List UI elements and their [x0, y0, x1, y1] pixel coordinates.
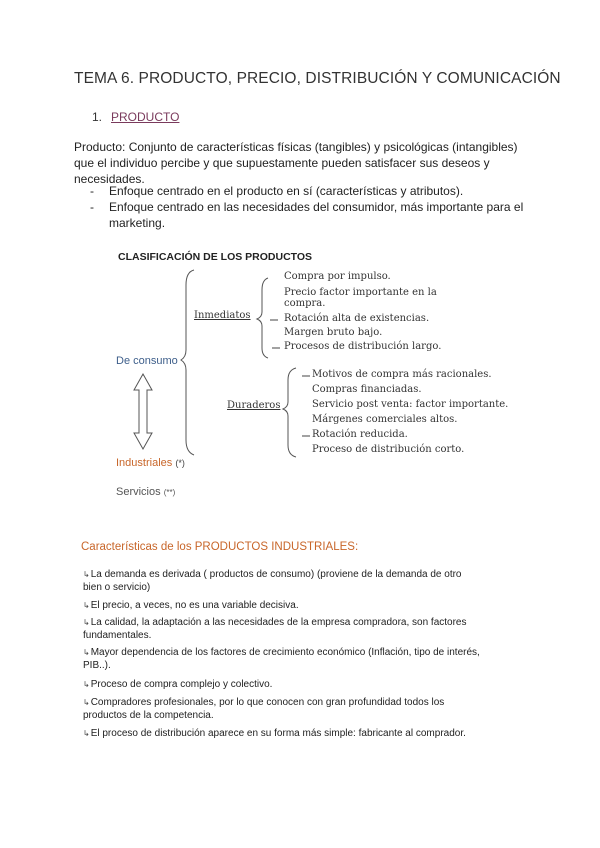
category-consumo: De consumo — [116, 355, 178, 367]
industrial-item — [83, 646, 483, 672]
bullet-marker: - — [90, 184, 94, 198]
category-industriales-label: Industriales — [116, 457, 173, 469]
category-industriales-mark: (*) — [175, 458, 185, 468]
duraderos-item: Rotación reducida. — [312, 429, 408, 440]
arrow-icon: ↳ — [83, 648, 90, 657]
arrow-icon: ↳ — [83, 680, 90, 689]
industrial-title-emph: PRODUCTOS INDUSTRIALES: — [194, 541, 359, 553]
double-arrow — [134, 374, 152, 449]
arrow-icon: ↳ — [83, 698, 90, 707]
industrial-characteristics-title — [81, 541, 358, 553]
brace-consumo — [181, 270, 194, 455]
category-servicios-mark: (**) — [163, 488, 176, 497]
inmediatos-item: Precio factor importante en la compra. — [284, 287, 437, 309]
product-definition: Producto: Conjunto de características físicas (tangibles) y psicológicas (intangibles) que el individuo percibe y que supuestamente pueden satisfacer sus deseos y necesidades. — [74, 140, 518, 186]
page-title: TEMA 6. PRODUCTO, PRECIO, DISTRIBUCIÓN Y COMUNICACIÓN — [74, 70, 561, 87]
brace-duraderos — [283, 368, 296, 457]
industrial-item — [83, 727, 503, 740]
industrial-item-text: El precio, a veces, no es una variable decisiva. — [90, 600, 299, 611]
industrial-item — [83, 568, 483, 594]
bullet-item: Enfoque centrado en el producto en sí (características y atributos). — [109, 184, 464, 198]
duraderos-item: Motivos de compra más racionales. — [312, 369, 492, 380]
industrial-item-text: La demanda es derivada ( productos de consumo) (proviene de la demanda de otro bien o servicio) — [83, 569, 462, 593]
industrial-item-text: La calidad, la adaptación a las necesidades de la empresa compradora, son factores fundamentales. — [83, 617, 467, 641]
industrial-item-text: Compradores profesionales, por lo que conocen con gran profundidad todos los productos de la competencia. — [83, 697, 445, 721]
section-number: 1. — [92, 110, 103, 124]
duraderos-item: Servicio post venta: factor importante. — [312, 399, 509, 410]
bullet-marker: - — [90, 200, 94, 214]
diagram-title: CLASIFICACIÓN DE LOS PRODUCTOS — [118, 251, 313, 263]
bullet-item: Enfoque centrado en las necesidades del consumidor, más importante para el marketing. — [109, 200, 524, 230]
arrow-icon: ↳ — [83, 729, 90, 738]
arrow-icon: ↳ — [83, 601, 90, 610]
industrial-item — [83, 678, 483, 691]
duraderos-item: Proceso de distribución corto. — [312, 444, 465, 455]
industrial-item — [83, 616, 483, 642]
category-servicios — [116, 486, 175, 498]
duraderos-item: Compras financiadas. — [312, 384, 422, 395]
industrial-title-prefix: Características de los — [81, 541, 195, 553]
industrial-item-text: Proceso de compra complejo y colectivo. — [90, 679, 273, 690]
industrial-item — [83, 599, 483, 612]
industrial-item-text: El proceso de distribución aparece en su forma más simple: fabricante al comprador. — [90, 728, 466, 739]
inmediatos-item: Margen bruto bajo. — [284, 327, 383, 338]
inmediatos-item: Compra por impulso. — [284, 271, 391, 282]
arrow-icon: ↳ — [83, 570, 90, 579]
duraderos-item: Márgenes comerciales altos. — [312, 414, 458, 425]
label-inmediatos: Inmediatos — [194, 310, 251, 321]
inmediatos-item: Procesos de distribución largo. — [284, 341, 442, 352]
section-heading-producto[interactable]: PRODUCTO — [111, 110, 180, 124]
inmediatos-item: Rotación alta de existencias. — [284, 313, 430, 324]
industrial-item-text: Mayor dependencia de los factores de crecimiento económico (Inflación, tipo de interés, PIB..). — [83, 647, 480, 671]
category-servicios-label: Servicios — [116, 486, 161, 498]
industrial-item — [83, 696, 483, 722]
arrow-icon: ↳ — [83, 618, 90, 627]
category-industriales — [116, 457, 185, 469]
label-duraderos: Duraderos — [227, 400, 281, 411]
brace-inmediatos — [257, 278, 268, 358]
